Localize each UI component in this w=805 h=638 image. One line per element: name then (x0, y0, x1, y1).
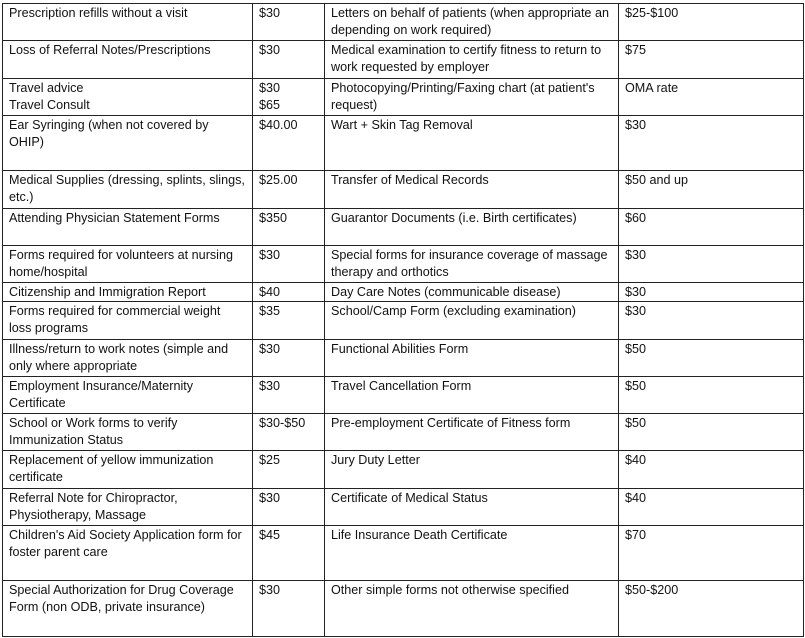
service-cell: Special forms for insurance coverage of massage therapy and orthotics (325, 245, 619, 282)
fee-cell: $50 (619, 339, 804, 376)
fee-cell: $40.00 (253, 115, 325, 170)
service-cell: Photocopying/Printing/Faxing chart (at patient's request) (325, 78, 619, 115)
fee-cell: $30 (253, 4, 325, 41)
fee-cell: $30 (253, 245, 325, 282)
service-cell: Illness/return to work notes (simple and only where appropriate (3, 339, 253, 376)
table-row (3, 115, 804, 170)
service-cell: School/Camp Form (excluding examination) (325, 302, 619, 339)
fee-cell: $30 (619, 115, 804, 170)
fee-cell: $25-$100 (619, 4, 804, 41)
service-cell: Jury Duty Letter (325, 451, 619, 488)
fee-cell: $40 (619, 451, 804, 488)
service-cell: Medical Supplies (dressing, splints, slings, etc.) (3, 171, 253, 208)
fee-cell: $45 (253, 525, 325, 580)
service-cell: Medical examination to certify fitness to return to work requested by employer (325, 41, 619, 78)
service-cell: Referral Note for Chiropractor, Physiotherapy, Massage (3, 488, 253, 525)
service-cell: Pre-employment Certificate of Fitness form (325, 414, 619, 451)
fee-cell: $50-$200 (619, 581, 804, 637)
service-cell: Travel Cancellation Form (325, 376, 619, 413)
table-row (3, 208, 804, 245)
service-cell: Loss of Referral Notes/Prescriptions (3, 41, 253, 78)
table-row (3, 414, 804, 451)
service-cell: Other simple forms not otherwise specified (325, 581, 619, 637)
fee-cell: $30 (619, 245, 804, 282)
service-cell: Ear Syringing (when not covered by OHIP) (3, 115, 253, 170)
table-row (3, 451, 804, 488)
service-cell: Letters on behalf of patients (when appropriate an depending on work required) (325, 4, 619, 41)
fee-cell: $30 (619, 302, 804, 339)
table-row (3, 339, 804, 376)
service-cell: Replacement of yellow immunization certificate (3, 451, 253, 488)
fee-cell: $60 (619, 208, 804, 245)
fee-schedule-body (3, 4, 804, 637)
fee-cell: $70 (619, 525, 804, 580)
service-cell: Certificate of Medical Status (325, 488, 619, 525)
service-cell: Citizenship and Immigration Report (3, 283, 253, 302)
fee-cell: $30 (619, 283, 804, 302)
table-row (3, 488, 804, 525)
table-row (3, 41, 804, 78)
service-cell: School or Work forms to verify Immunization Status (3, 414, 253, 451)
fee-cell: $50 (619, 376, 804, 413)
table-row (3, 245, 804, 282)
table-row (3, 525, 804, 580)
service-cell: Travel advice Travel Consult (3, 78, 253, 115)
fee-schedule-table (2, 3, 804, 637)
table-row (3, 376, 804, 413)
fee-cell: $30 (253, 488, 325, 525)
fee-cell: $30 $65 (253, 78, 325, 115)
fee-cell: $50 and up (619, 171, 804, 208)
fee-cell: $350 (253, 208, 325, 245)
service-cell: Special Authorization for Drug Coverage Form (non ODB, private insurance) (3, 581, 253, 637)
table-row (3, 302, 804, 339)
service-cell: Transfer of Medical Records (325, 171, 619, 208)
table-row (3, 581, 804, 637)
fee-cell: OMA rate (619, 78, 804, 115)
fee-cell: $30 (253, 41, 325, 78)
service-cell: Children's Aid Society Application form for foster parent care (3, 525, 253, 580)
service-cell: Day Care Notes (communicable disease) (325, 283, 619, 302)
service-cell: Employment Insurance/Maternity Certificate (3, 376, 253, 413)
fee-cell: $40 (619, 488, 804, 525)
fee-cell: $30-$50 (253, 414, 325, 451)
service-cell: Guarantor Documents (i.e. Birth certificates) (325, 208, 619, 245)
table-row (3, 4, 804, 41)
fee-cell: $40 (253, 283, 325, 302)
service-cell: Prescription refills without a visit (3, 4, 253, 41)
table-row (3, 171, 804, 208)
service-cell: Forms required for commercial weight loss programs (3, 302, 253, 339)
service-cell: Wart + Skin Tag Removal (325, 115, 619, 170)
table-row (3, 78, 804, 115)
fee-cell: $25.00 (253, 171, 325, 208)
service-cell: Life Insurance Death Certificate (325, 525, 619, 580)
fee-cell: $75 (619, 41, 804, 78)
service-cell: Attending Physician Statement Forms (3, 208, 253, 245)
fee-cell: $30 (253, 376, 325, 413)
fee-cell: $35 (253, 302, 325, 339)
fee-cell: $30 (253, 581, 325, 637)
service-cell: Forms required for volunteers at nursing home/hospital (3, 245, 253, 282)
table-row (3, 283, 804, 302)
service-cell: Functional Abilities Form (325, 339, 619, 376)
fee-cell: $30 (253, 339, 325, 376)
fee-cell: $25 (253, 451, 325, 488)
fee-cell: $50 (619, 414, 804, 451)
